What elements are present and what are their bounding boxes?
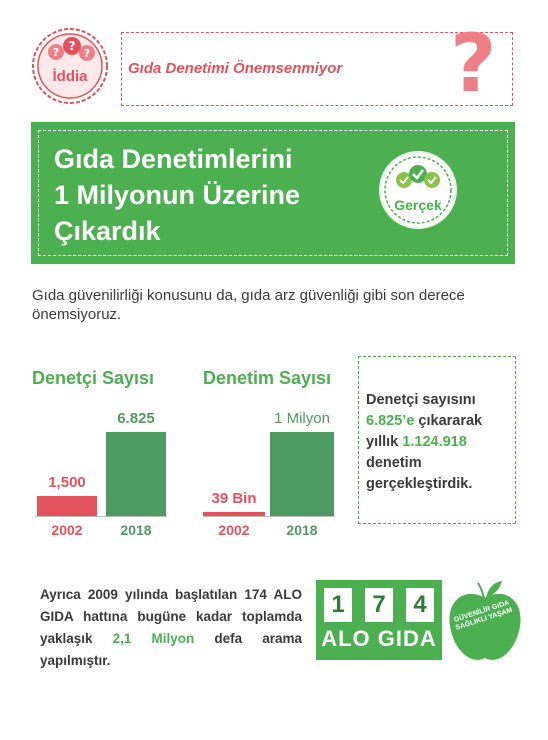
chart1-baseline: [35, 516, 167, 517]
alo-digit-1: 1: [324, 588, 352, 622]
note-line3: yıllık: [366, 434, 403, 450]
chart2-baseline: [203, 516, 335, 517]
alo-digit-3: 4: [406, 588, 434, 622]
chart1-bar-2002: [37, 496, 97, 516]
bottom-text-part2: defa arama yapılmıştır.: [40, 631, 302, 668]
chart-title-denetci: Denetçi Sayısı: [32, 368, 155, 388]
claim-badge-label: İddia: [52, 68, 88, 85]
claim-text: Gıda Denetimi Önemsenmiyor: [128, 60, 343, 77]
chart2-year-2002: 2002: [218, 522, 250, 538]
chart-title-denetim: Denetim Sayısı: [203, 368, 332, 388]
chart1-year-2002: 2002: [51, 522, 83, 538]
note-line1: Denetçi sayısını: [366, 392, 476, 408]
note-text: [366, 390, 516, 495]
fact-headline-line3: Çıkardık: [54, 216, 161, 246]
note-line2: çıkararak: [414, 413, 483, 429]
bottom-paragraph: [40, 584, 302, 672]
chart2-value-2002: 39 Bin: [211, 490, 257, 507]
bottom-text-part1: Ayrıca 2009 yılında başlatılan 174 ALO GIDA hattına bugüne kadar toplamda yaklaşık: [40, 587, 302, 646]
alo-digit-2: 7: [365, 588, 393, 622]
fact-headline-line2: 1 Milyonun Üzerine: [54, 180, 301, 210]
apple-slogan: GÜVENİLİR GIDA SAĞLIKLI YAŞAM: [453, 599, 514, 632]
alo-gida-label: ALO GIDA: [321, 626, 437, 651]
claim-badge-icon: [30, 26, 110, 106]
note-highlight-total: 1.124.918: [402, 434, 467, 450]
fact-headline-line1: Gıda Denetimlerini: [54, 144, 293, 174]
fact-badge-label: Gerçek: [394, 197, 442, 213]
svg-text:?: ?: [68, 39, 76, 53]
chart1-value-2002: 1,500: [48, 474, 86, 491]
question-mark-icon: ?: [450, 17, 497, 110]
fact-badge-icon: [378, 150, 458, 230]
note-highlight-count: 6.825’e: [366, 413, 415, 429]
bottom-highlight: 2,1 Milyon: [112, 631, 195, 646]
chart2-bar-2018: [270, 432, 334, 516]
chart1-value-2018: 6.825: [117, 410, 155, 427]
intro-paragraph: Gıda güvenilirliği konusunu da, gıda arz güvenliği gibi son derece önemsiyoruz.: [32, 287, 465, 323]
chart1-year-2018: 2018: [120, 522, 152, 538]
note-line4: denetim: [366, 455, 422, 471]
svg-text:?: ?: [52, 46, 60, 59]
chart2-value-2018: 1 Milyon: [274, 410, 330, 427]
chart2-bar-2002: [203, 512, 265, 516]
chart1-bar-2018: [106, 432, 166, 516]
chart2-year-2018: 2018: [286, 522, 318, 538]
note-line5: gerçekleştirdik.: [366, 476, 473, 492]
svg-text:?: ?: [83, 47, 91, 60]
